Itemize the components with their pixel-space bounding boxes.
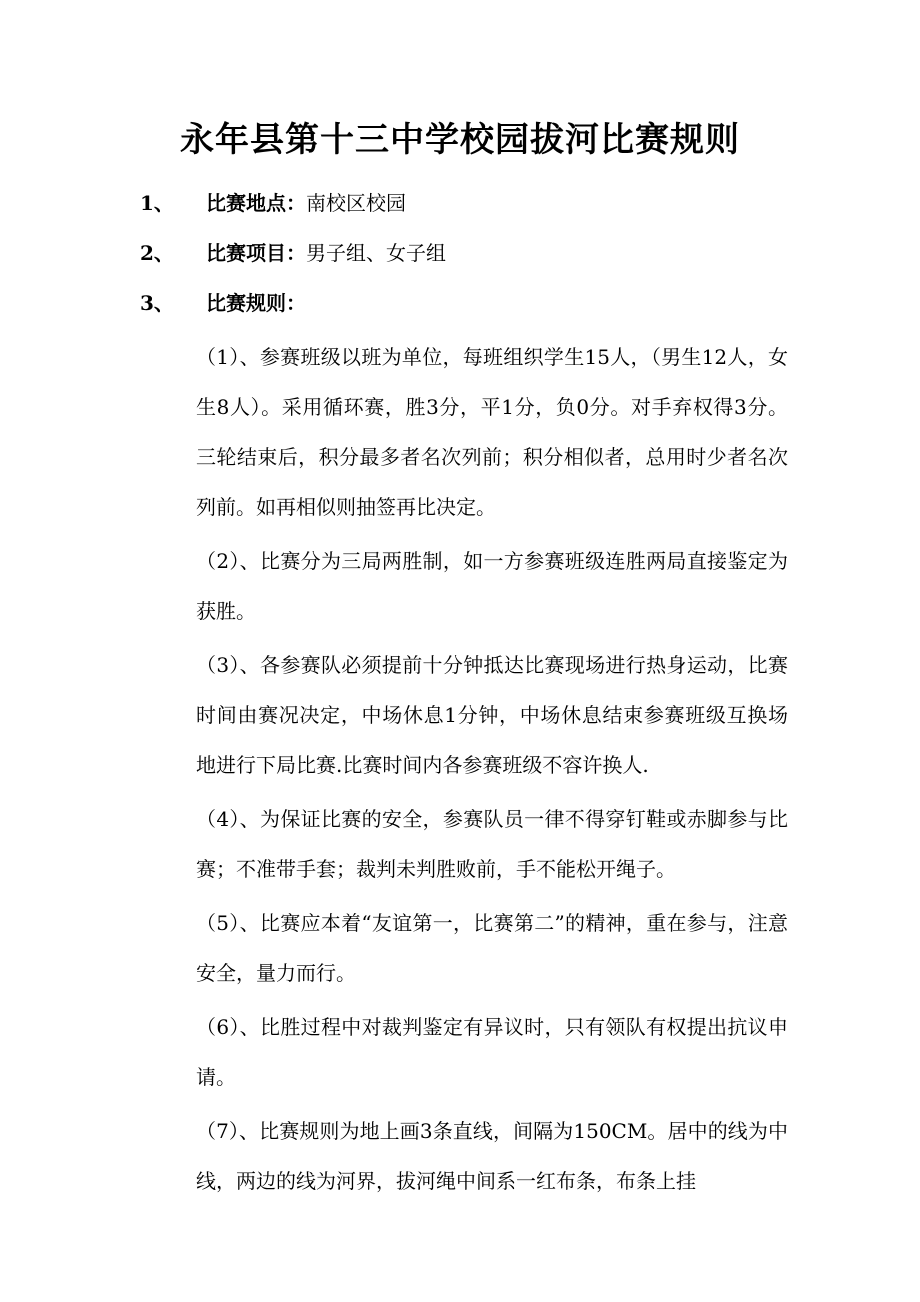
item-label: 比赛地点： [206,191,306,215]
item-value: 南校区校园 [306,191,406,215]
item-value: 男子组、女子组 [306,241,446,265]
item-events [140,238,446,268]
document-title: 永年县第十三中学校园拔河比赛规则 [180,120,740,160]
rules-list [196,332,788,1210]
rule-paragraph-5: （5）、比赛应本着“友谊第一，比赛第二”的精神，重在参与，注意安全，量力而行。 [196,911,788,985]
rule-paragraph-2: （2）、比赛分为三局两胜制，如一方参赛班级连胜两局直接鉴定为获胜。 [196,549,788,623]
rule-paragraph-7: （7）、比赛规则为地上画3条直线，间隔为150CM。居中的线为中线，两边的线为河界，拔河绳中间系一红布条，布条上挂 [196,1119,788,1193]
item-venue [140,188,406,218]
item-label: 比赛规则： [206,291,306,315]
item-label: 比赛项目： [206,241,306,265]
item-number: 2、 [140,241,174,265]
rule-paragraph-3: （3）、各参赛队必须提前十分钟抵达比赛现场进行热身运动，比赛时间由赛况决定，中场休息1分钟，中场休息结束参赛班级互换场地进行下局比赛.比赛时间内各参赛班级不容许换人. [196,653,788,777]
item-number: 1、 [140,191,174,215]
rule-paragraph-6: （6）、比胜过程中对裁判鉴定有异议时，只有领队有权提出抗议申请。 [196,1015,788,1089]
rule-paragraph-1: （1）、参赛班级以班为单位，每班组织学生15人，（男生12人，女生8人）。采用循环赛，胜3分，平1分，负0分。对手弃权得3分。三轮结束后，积分最多者名次列前；积分相似者，总用时少者名次列前。如再相似则抽签再比决定。 [196,345,788,519]
rule-paragraph-4: （4）、为保证比赛的安全，参赛队员一律不得穿钉鞋或赤脚参与比赛；不准带手套；裁判未判胜败前，手不能松开绳子。 [196,807,788,881]
item-number: 3、 [140,291,174,315]
item-rules-heading [140,288,306,318]
